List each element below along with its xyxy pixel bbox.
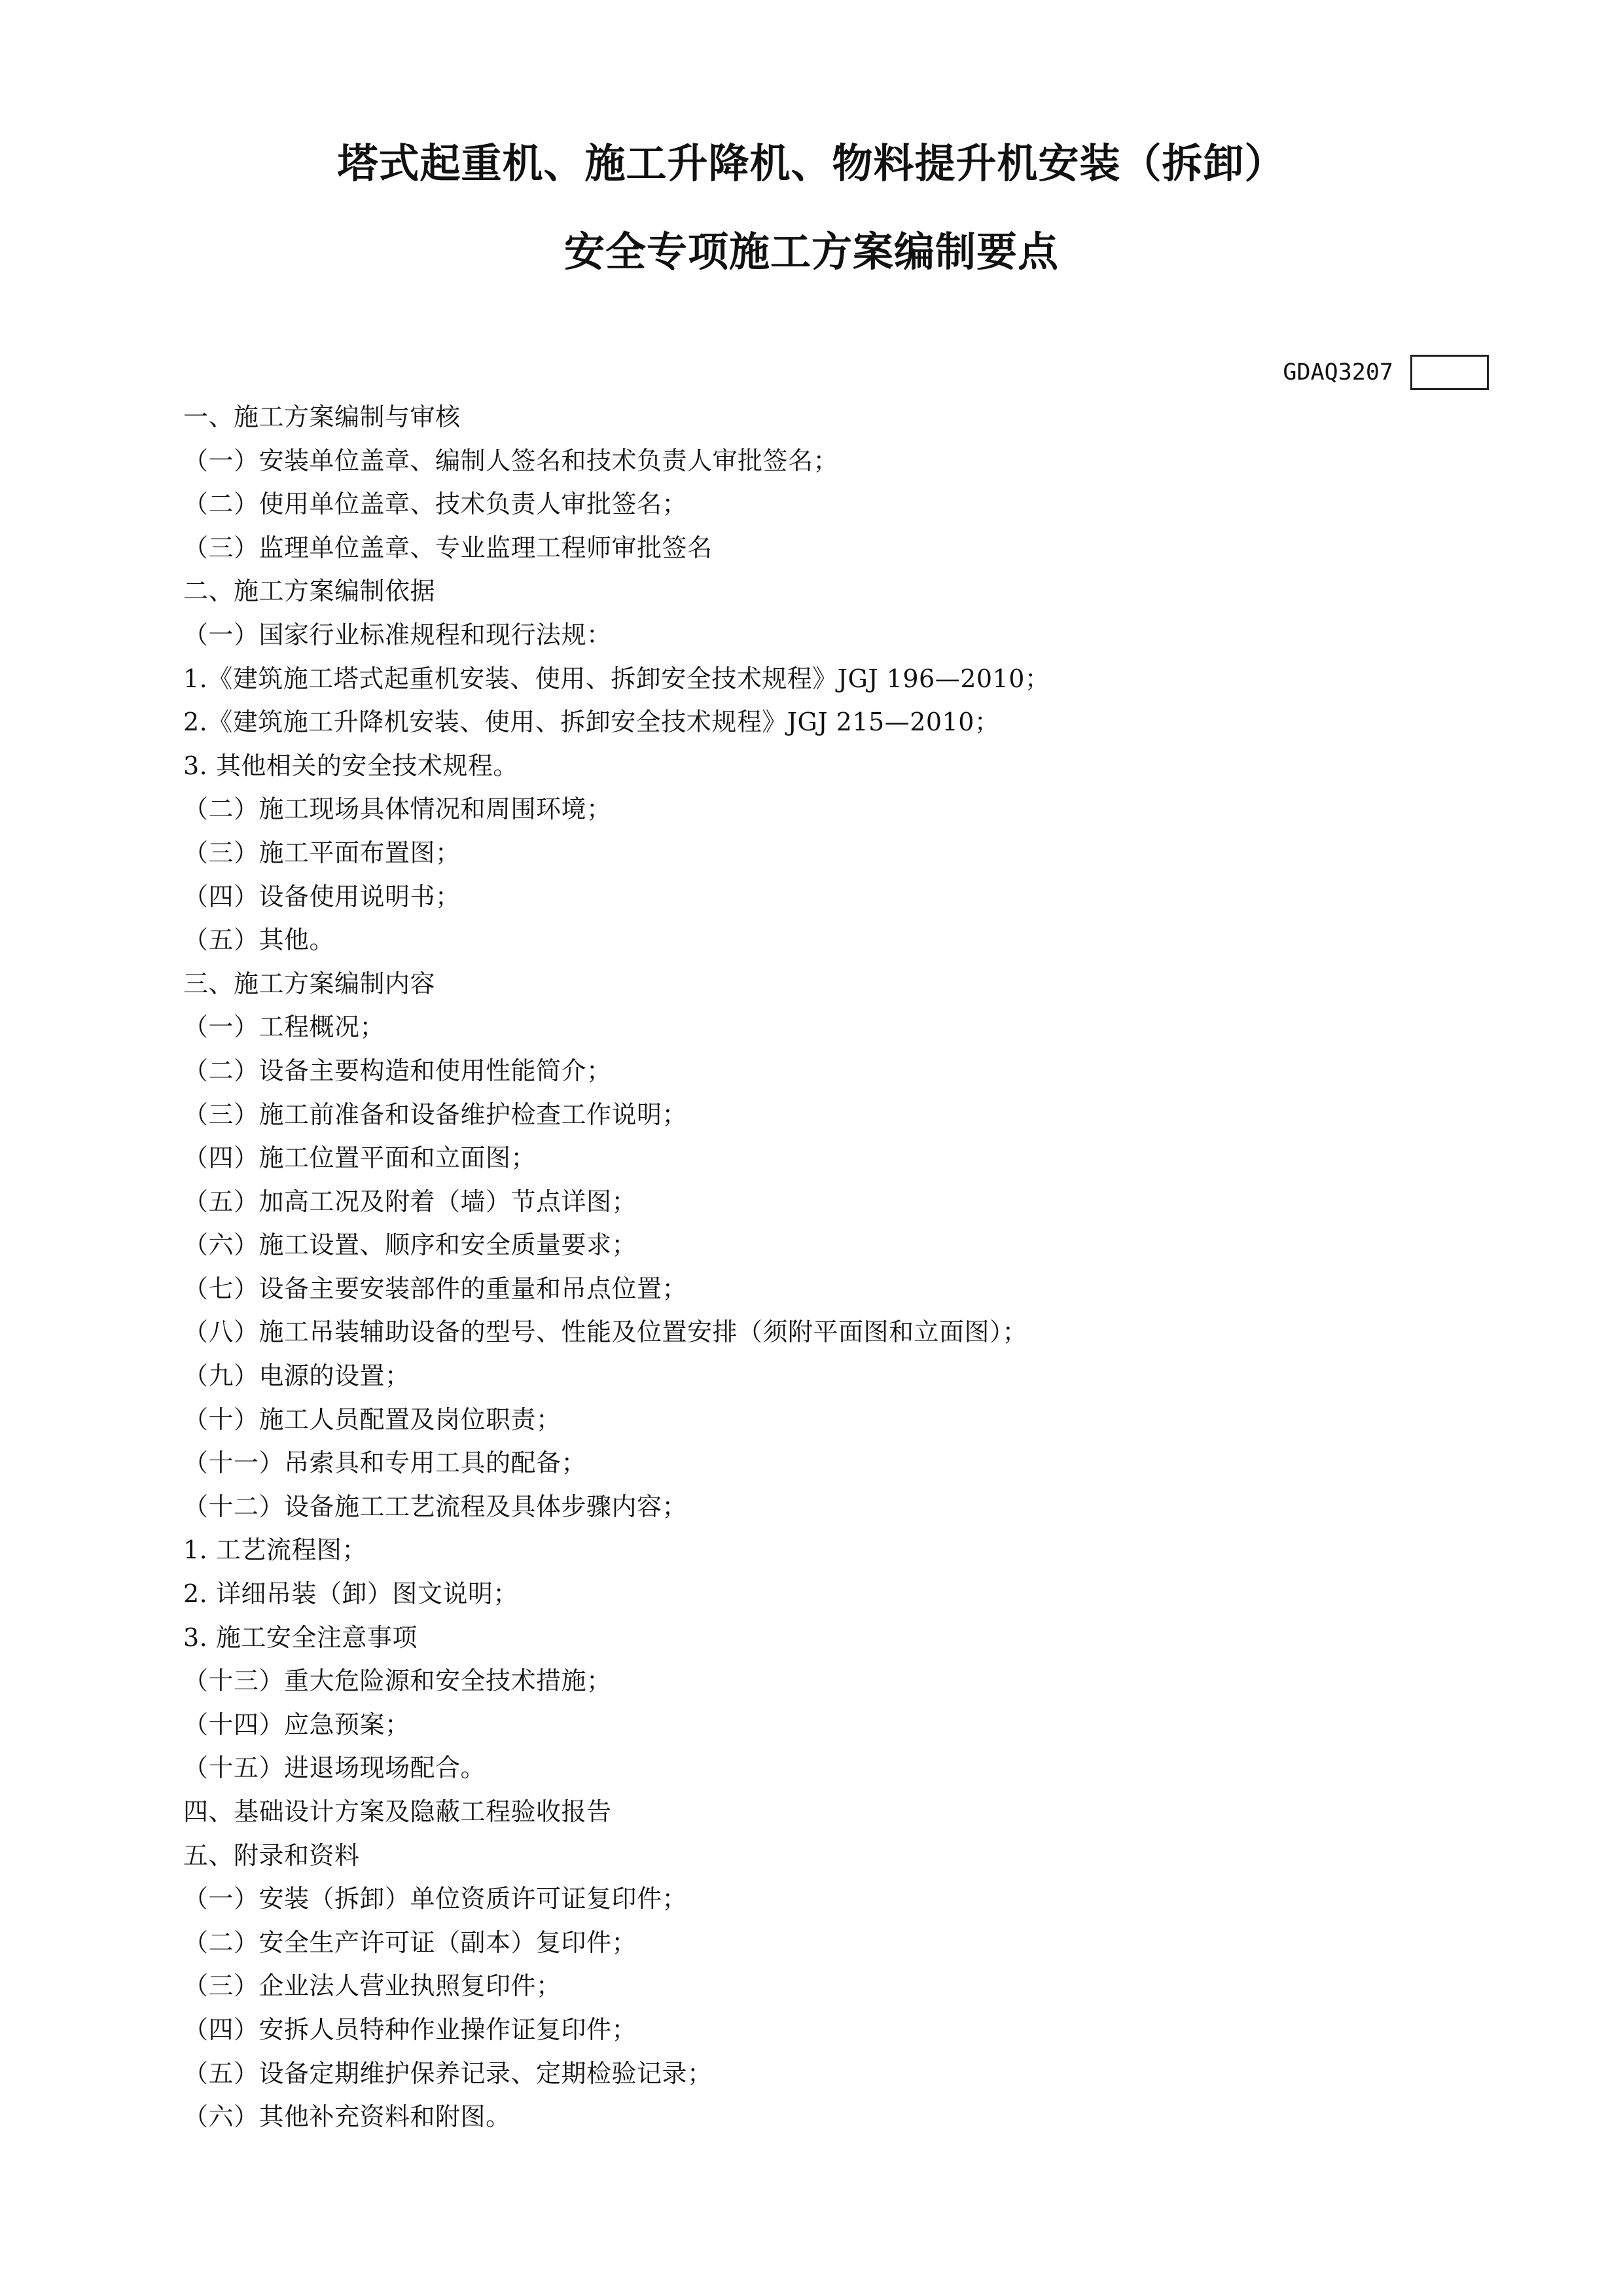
- list-item: （八）施工吊装辅助设备的型号、性能及位置安排（须附平面图和立面图）；: [183, 1318, 1028, 1347]
- list-item: （三）监理单位盖章、专业监理工程师审批签名: [183, 533, 713, 562]
- list-item: （二）使用单位盖章、技术负责人审批签名；: [183, 490, 688, 519]
- section-heading: 四、基础设计方案及隐蔽工程验收报告: [183, 1797, 612, 1826]
- list-item: （十二）设备施工工艺流程及具体步骤内容；: [183, 1492, 688, 1521]
- list-item: （六）其他补充资料和附图。: [183, 2102, 511, 2132]
- list-item: （一）工程概况；: [183, 1013, 385, 1042]
- list-item: （十四）应急预案；: [183, 1710, 410, 1739]
- list-item: （四）安拆人员特种作业操作证复印件；: [183, 2015, 637, 2044]
- list-item: （十一）吊索具和专用工具的配备；: [183, 1448, 587, 1478]
- list-item: （三）企业法人营业执照复印件；: [183, 1971, 562, 2001]
- list-item: （四）施工位置平面和立面图；: [183, 1143, 537, 1173]
- list-item: （四）设备使用说明书；: [183, 882, 461, 911]
- section-heading: 五、附录和资料: [183, 1840, 360, 1870]
- list-item: （五）其他。: [183, 925, 335, 955]
- list-item: （一）安装单位盖章、编制人签名和技术负责人审批签名；: [183, 446, 839, 475]
- list-item: （五）加高工况及附着（墙）节点详图；: [183, 1187, 637, 1216]
- document-title-line-2: 安全专项施工方案编制要点: [563, 228, 1059, 276]
- section-heading: 二、施工方案编制依据: [183, 577, 436, 606]
- list-item: （十三）重大危险源和安全技术措施；: [183, 1666, 612, 1696]
- list-item: 3. 施工安全注意事项: [183, 1623, 418, 1652]
- form-code: GDAQ3207: [1283, 359, 1393, 386]
- list-item: （十）施工人员配置及岗位职责；: [183, 1405, 562, 1434]
- list-item: 3. 其他相关的安全技术规程。: [183, 751, 518, 780]
- document-title-line-1: 塔式起重机、施工升降机、物料提升机安装（拆卸）: [337, 139, 1286, 187]
- form-code-box: [1410, 355, 1489, 390]
- list-item: （七）设备主要安装部件的重量和吊点位置；: [183, 1274, 688, 1303]
- list-item: （三）施工平面布置图；: [183, 838, 461, 867]
- list-item: 1.《建筑施工塔式起重机安装、使用、拆卸安全技术规程》JGJ 196—2010；: [183, 664, 1050, 693]
- list-item: 2. 详细吊装（卸）图文说明；: [183, 1579, 518, 1609]
- list-item: （五）设备定期维护保养记录、定期检验记录；: [183, 2058, 713, 2088]
- section-heading: 一、施工方案编制与审核: [183, 403, 461, 431]
- list-item: （二）施工现场具体情况和周围环境；: [183, 795, 612, 824]
- list-item: （一）安装（拆卸）单位资质许可证复印件；: [183, 1884, 688, 1914]
- list-item: （二）设备主要构造和使用性能简介；: [183, 1056, 612, 1085]
- form-code-row: [1283, 353, 1489, 391]
- list-item: 2.《建筑施工升降机安装、使用、拆卸安全技术规程》JGJ 215—2010；: [183, 708, 1000, 737]
- section-heading: 三、施工方案编制内容: [183, 969, 436, 998]
- list-item: （六）施工设置、顺序和安全质量要求；: [183, 1230, 637, 1260]
- list-item: （十五）进退场现场配合。: [183, 1753, 486, 1783]
- list-item: （三）施工前准备和设备维护检查工作说明；: [183, 1100, 688, 1129]
- list-item: （二）安全生产许可证（副本）复印件；: [183, 1928, 637, 1957]
- list-item: （一）国家行业标准规程和现行法规：: [183, 620, 612, 649]
- list-item: （九）电源的设置；: [183, 1361, 410, 1391]
- list-item: 1. 工艺流程图；: [183, 1535, 367, 1565]
- document-body: [183, 395, 1492, 2139]
